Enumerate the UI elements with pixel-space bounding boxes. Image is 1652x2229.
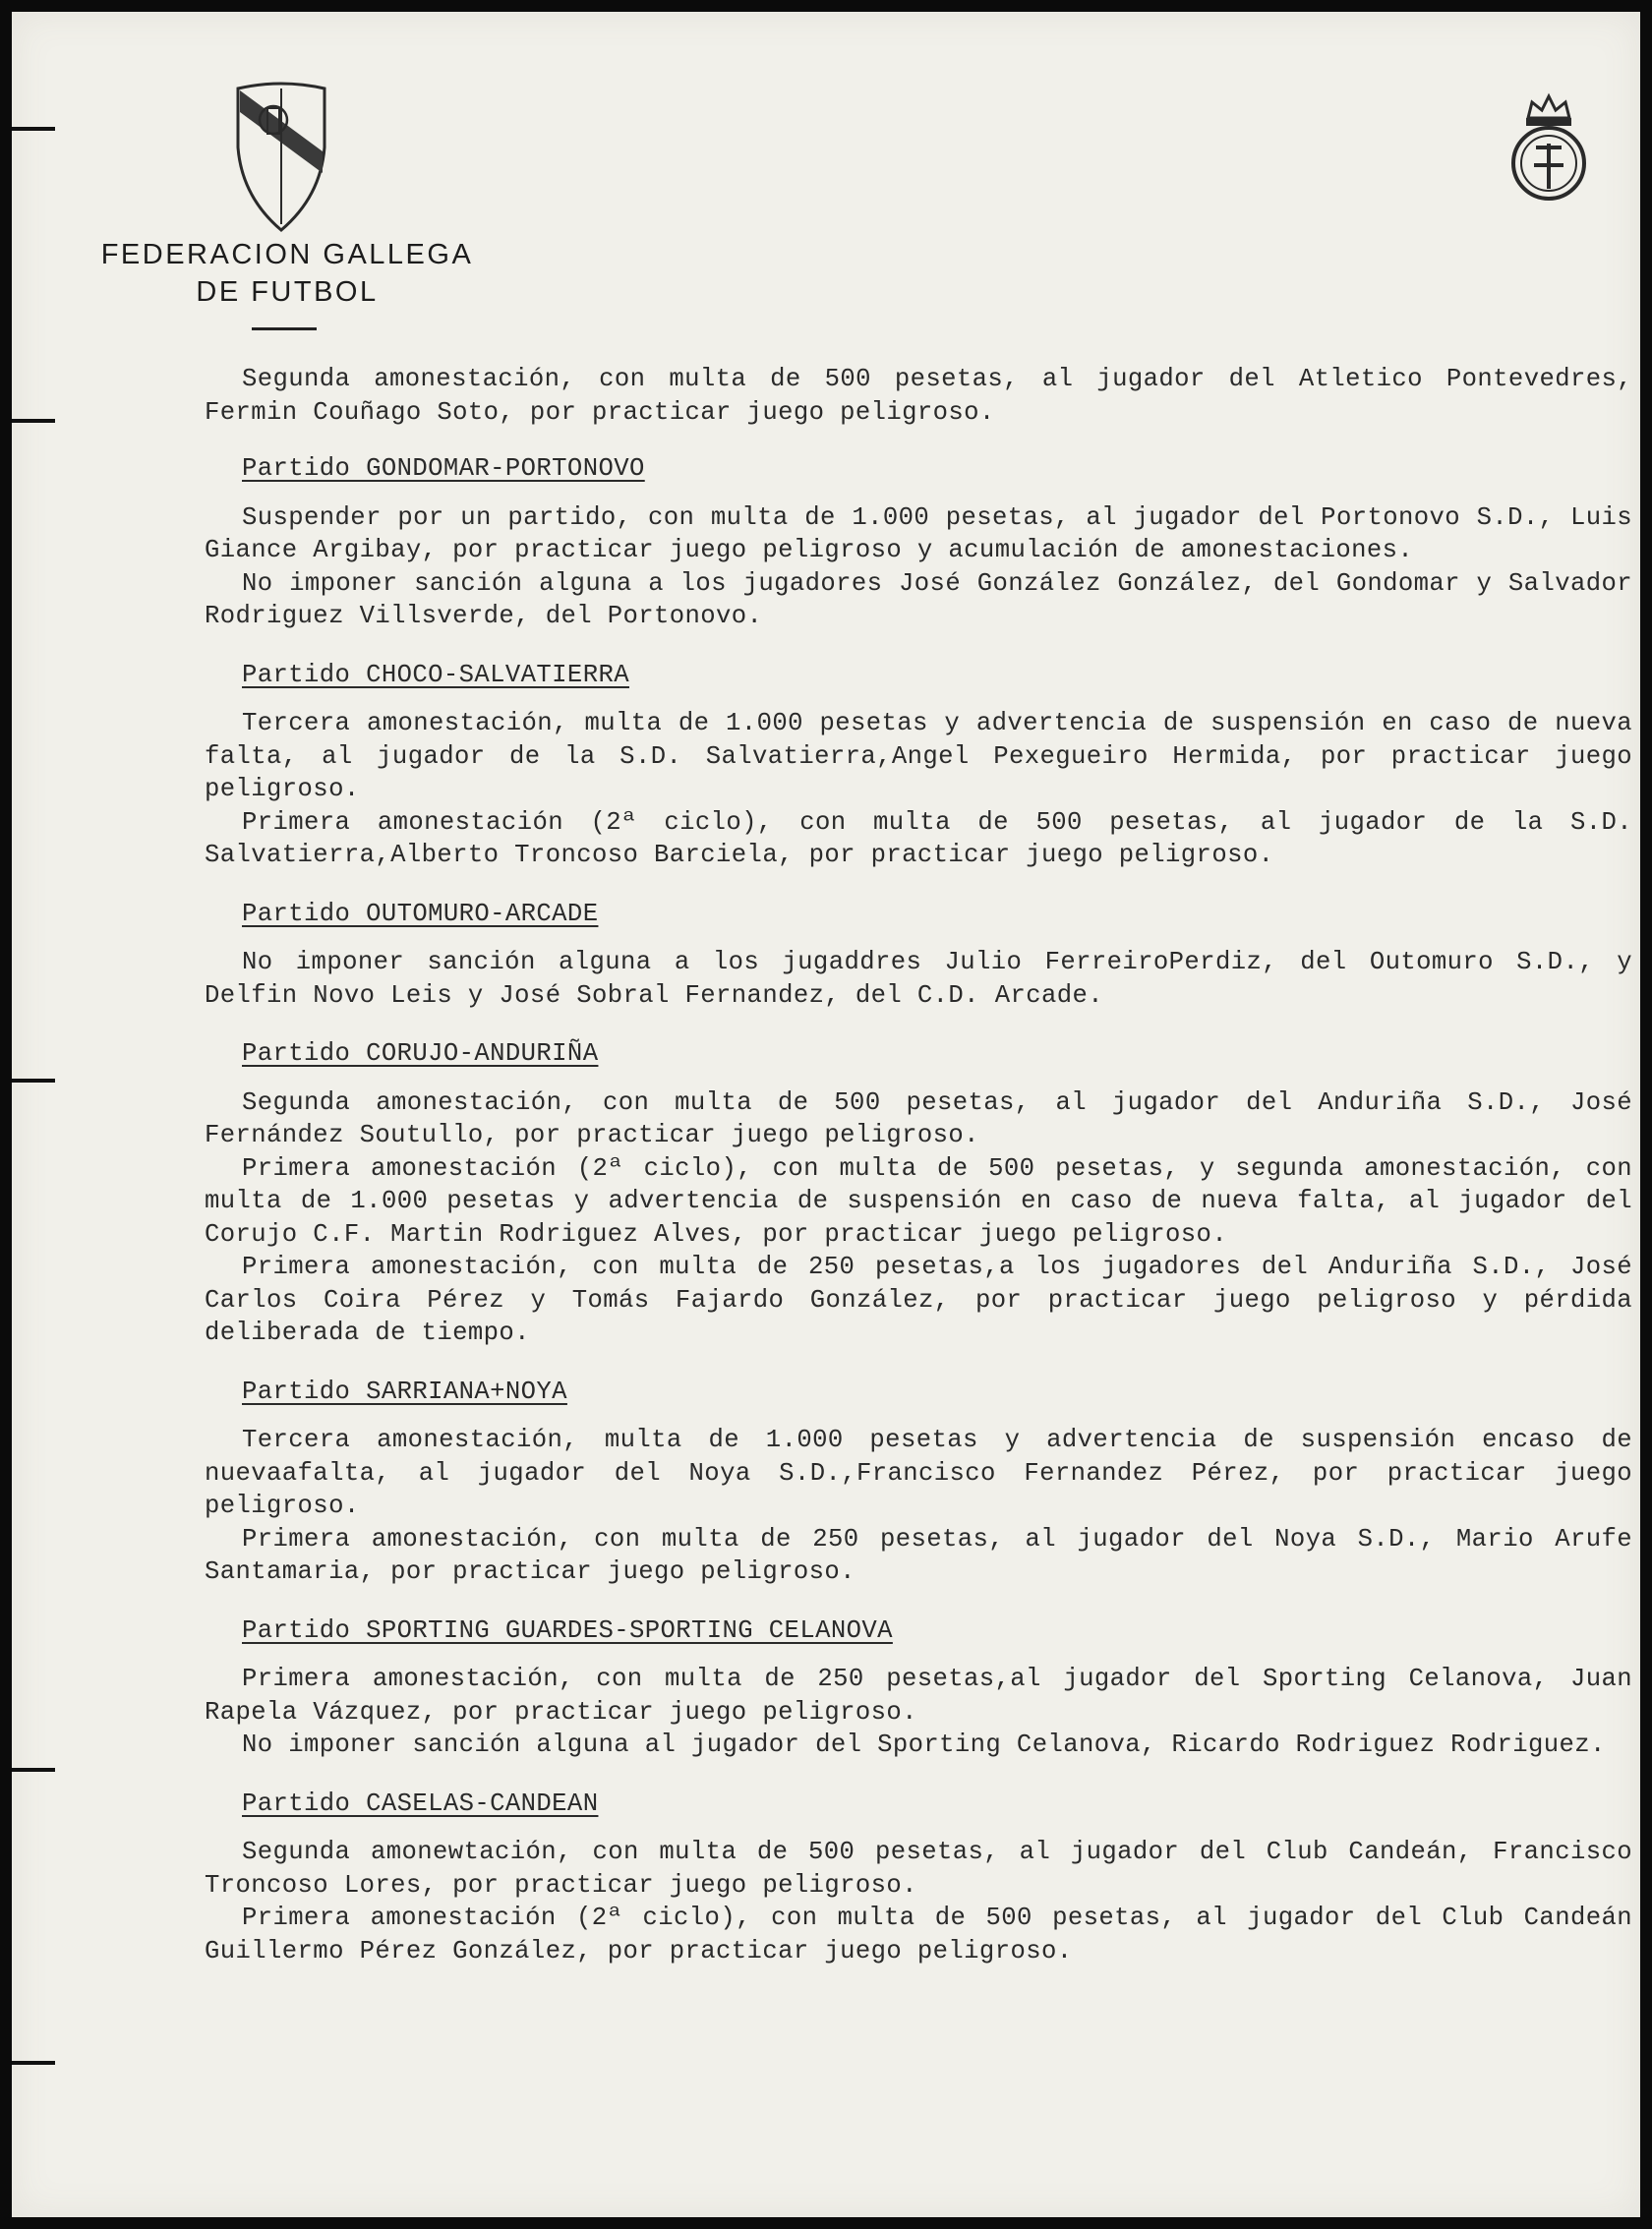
match-title: Partido OUTOMURO-ARCADE	[242, 899, 599, 928]
federation-name-line1: FEDERACION GALLEGA	[100, 239, 474, 270]
document-page	[12, 12, 1640, 2217]
sanction-paragraph: Tercera amonestación, multa de 1.000 pesetas y advertencia de suspensión en caso de nueva falta, al jugador de la S.D. Salvatierra,Angel Pexegueiro Hermida, por practicar juego peligroso.	[205, 709, 1632, 803]
binder-hole-mark	[12, 419, 55, 423]
sanction-paragraph: No imponer sanción alguna a los jugadores José González González, del Gondomar y Salvador Rodriguez Villsverde, del Portonovo.	[205, 568, 1632, 630]
sanction-paragraph: Segunda amonestación, con multa de 500 pesetas, al jugador del Anduriña S.D., José Fernández Soutullo, por practicar juego peligroso.	[205, 1087, 1632, 1149]
binder-hole-mark	[12, 127, 55, 131]
match-section	[205, 1589, 1632, 1762]
binder-hole-mark	[12, 1768, 55, 1772]
sanction-paragraph: Tercera amonestación, multa de 1.000 pesetas y advertencia de suspensión encaso de nuevaafalta, al jugador del Noya S.D.,Francisco Fernandez Pérez, por practicar juego peligroso.	[205, 1426, 1632, 1520]
match-section	[205, 633, 1632, 872]
intro-paragraph: Segunda amonestación, con multa de 500 pesetas, al jugador del Atletico Pontevedres, Fermin Couñago Soto, por practicar juego peligroso.	[205, 365, 1632, 427]
sanction-paragraph: No imponer sanción alguna al jugador del Sporting Celanova, Ricardo Rodriguez Rodriguez.	[242, 1730, 1606, 1759]
binder-hole-mark	[12, 2061, 55, 2065]
match-section	[205, 1762, 1632, 1968]
federation-crest-logo	[234, 79, 328, 234]
match-title: Partido GONDOMAR-PORTONOVO	[242, 454, 645, 483]
document-body	[205, 363, 1632, 1967]
match-title: Partido CHOCO-SALVATIERRA	[242, 660, 629, 689]
match-section	[205, 429, 1632, 633]
rfef-emblem-logo	[1506, 88, 1591, 208]
match-title: Partido SARRIANA+NOYA	[242, 1377, 567, 1406]
binder-hole-mark	[12, 1079, 55, 1083]
sanction-paragraph: Primera amonestación, con multa de 250 pesetas,a los jugadores del Anduriña S.D., José Carlos Coira Pérez y Tomás Fajardo González, por practicar juego peligroso y pérdida deliberada de tiempo.	[205, 1253, 1632, 1347]
sanction-paragraph: Suspender por un partido, con multa de 1.000 pesetas, al jugador del Portonovo S.D., Luis Giance Argibay, por practicar juego peligroso y acumulación de amonestaciones.	[205, 502, 1632, 564]
sanction-paragraph: Primera amonestación (2ª ciclo), con multa de 500 pesetas, al jugador de la S.D. Salvatierra,Alberto Troncoso Barciela, por practicar juego peligroso.	[205, 807, 1632, 869]
sanction-paragraph: Segunda amonewtación, con multa de 500 pesetas, al jugador del Club Candeán, Francisco Troncoso Lores, por practicar juego peligroso.	[205, 1838, 1632, 1900]
match-section	[205, 1350, 1632, 1589]
federation-name	[71, 236, 503, 311]
sanction-paragraph: No imponer sanción alguna a los jugaddres Julio FerreiroPerdiz, del Outomuro S.D., y Delfin Novo Leis y José Sobral Fernandez, del C.D. Arcade.	[205, 948, 1632, 1010]
match-title: Partido CASELAS-CANDEAN	[242, 1789, 599, 1818]
match-title: Partido CORUJO-ANDURIÑA	[242, 1039, 599, 1068]
match-title: Partido SPORTING GUARDES-SPORTING CELANOVA	[242, 1615, 893, 1645]
sanction-paragraph: Primera amonestación (2ª ciclo), con multa de 500 pesetas, al jugador del Club Candeán Guillermo Pérez González, por practicar juego peligroso.	[205, 1904, 1632, 1965]
sanction-paragraph: Primera amonestación (2ª ciclo), con multa de 500 pesetas, y segunda amonestación, con multa de 1.000 pesetas y advertencia de suspensión en caso de nueva falta, al jugador del Corujo C.F. Martin Rodriguez Alves, por practicar juego peligroso.	[205, 1153, 1632, 1249]
federation-name-line2: DE FUTBOL	[196, 276, 379, 308]
sanction-paragraph: Primera amonestación, con multa de 250 pesetas, al jugador del Noya S.D., Mario Arufe Santamaria, por practicar juego peligroso.	[205, 1524, 1632, 1586]
sanction-paragraph: Primera amonestación, con multa de 250 pesetas,al jugador del Sporting Celanova, Juan Rapela Vázquez, por practicar juego peligroso.	[205, 1665, 1632, 1727]
match-section	[205, 872, 1632, 1013]
match-section	[205, 1012, 1632, 1350]
letterhead-rule	[252, 327, 317, 330]
